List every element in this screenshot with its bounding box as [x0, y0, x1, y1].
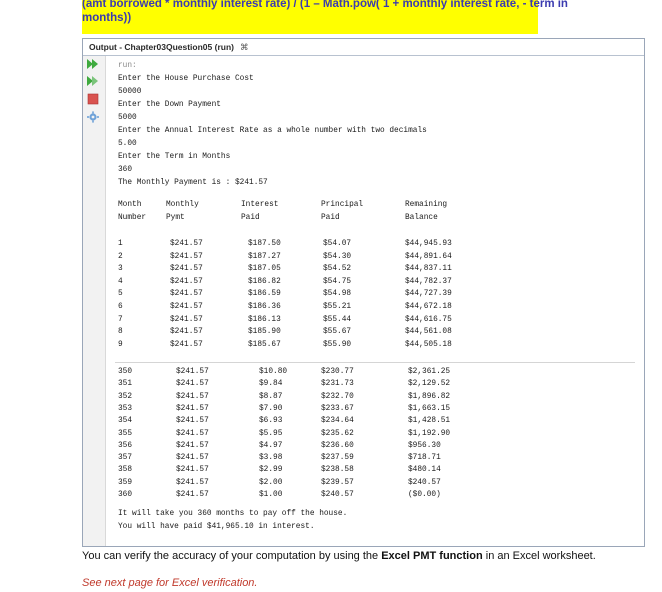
table-cell: $231.73 [321, 380, 354, 389]
table-cell: $9.84 [259, 380, 283, 389]
table-cell: $956.30 [408, 441, 441, 450]
table-cell: $186.36 [248, 303, 281, 311]
table-cell: $2,361.25 [408, 368, 451, 376]
table-cell: $8.87 [259, 392, 283, 401]
table-cell: $44,672.18 [405, 303, 452, 311]
column-header: Number [118, 214, 147, 222]
table-cell: $44,561.08 [405, 328, 452, 337]
table-cell: 1 [118, 240, 123, 248]
table-cell: 8 [118, 328, 123, 337]
table-cell: $44,505.18 [405, 340, 452, 349]
table-cell: $54.07 [323, 240, 352, 248]
table-cell: 353 [118, 404, 133, 413]
console-line: 50000 [118, 88, 142, 96]
table-cell: $2.00 [259, 478, 283, 487]
table-cell: $186.82 [248, 277, 281, 286]
table-cell: $1,192.90 [408, 429, 451, 438]
console-line: Enter the House Purchase Cost [118, 75, 254, 83]
output-window [82, 38, 645, 547]
column-header: Balance [405, 214, 438, 222]
table-cell: $241.57 [176, 368, 209, 376]
formula-highlight [82, 0, 568, 34]
column-header: Remaining [405, 201, 448, 209]
table-cell: $236.60 [321, 441, 354, 450]
table-cell: 351 [118, 380, 133, 389]
table-cell: $187.50 [248, 240, 281, 248]
table-cell: 4 [118, 277, 123, 286]
table-cell: $241.57 [176, 454, 209, 463]
table-cell: $230.77 [321, 368, 354, 376]
console-line: Enter the Down Payment [118, 101, 221, 109]
table-cell: 354 [118, 417, 133, 426]
table-cell: $1,428.51 [408, 417, 451, 426]
table-cell: $2.99 [259, 466, 283, 475]
table-cell: $241.57 [170, 328, 203, 337]
table-cell: $187.05 [248, 265, 281, 274]
table-cell: $54.98 [323, 290, 352, 299]
table-cell: 5 [118, 290, 123, 299]
table-cell: $54.30 [323, 252, 352, 261]
table-divider [115, 362, 635, 363]
table-cell: $44,945.93 [405, 240, 452, 248]
paragraph-bold: Excel PMT function [381, 550, 483, 562]
verification-paragraph [82, 550, 596, 562]
table-cell: 359 [118, 478, 133, 487]
table-cell: $241.57 [176, 466, 209, 475]
table-cell: $44,891.64 [405, 252, 452, 261]
console-line: 5.00 [118, 140, 137, 148]
table-cell: $237.59 [321, 454, 354, 463]
formula-line-2: months)) [82, 12, 132, 24]
table-cell: $186.13 [248, 315, 281, 324]
table-cell: $2,129.52 [408, 380, 451, 389]
table-cell: 6 [118, 303, 123, 311]
table-cell: $185.67 [248, 340, 281, 349]
table-cell: $241.57 [176, 491, 209, 499]
table-cell: 356 [118, 441, 133, 450]
rerun-with-params-icon[interactable] [86, 75, 100, 87]
output-tab[interactable] [85, 40, 254, 54]
table-cell: $240.57 [321, 491, 354, 499]
column-header: Paid [321, 214, 340, 222]
table-cell: $55.44 [323, 315, 352, 324]
table-cell: $240.57 [408, 478, 441, 487]
table-cell: $241.57 [176, 441, 209, 450]
table-cell: $241.57 [170, 340, 203, 349]
output-toolbar [83, 56, 106, 546]
table-cell: $54.52 [323, 265, 352, 274]
table-cell: $241.57 [176, 392, 209, 401]
paragraph-text: You can verify the accuracy of your computation by using the [82, 550, 382, 562]
stop-icon[interactable] [86, 93, 100, 105]
output-tab-title: Output - Chapter03Question05 (run) [89, 42, 234, 52]
table-cell: 358 [118, 466, 133, 475]
table-cell: $1,896.82 [408, 392, 451, 401]
table-cell: 350 [118, 368, 133, 376]
see-next-page-note: See next page for Excel verification. [82, 577, 258, 589]
column-header: Pymt [166, 214, 185, 222]
table-cell: 355 [118, 429, 133, 438]
table-cell: $7.90 [259, 404, 283, 413]
table-cell: $232.70 [321, 392, 354, 401]
table-cell: 7 [118, 315, 123, 324]
table-cell: $186.59 [248, 290, 281, 299]
table-cell: $3.98 [259, 454, 283, 463]
table-cell: $718.71 [408, 454, 441, 463]
table-cell: $241.57 [170, 303, 203, 311]
table-cell: $241.57 [170, 290, 203, 299]
formula-line-1: (amt borrowed * monthly interest rate) / (1 – Math.pow( 1 + monthly interest rate, - term in [82, 0, 568, 10]
table-cell: $44,727.39 [405, 290, 452, 299]
table-cell: $5.95 [259, 429, 283, 438]
table-cell: $1.00 [259, 491, 283, 499]
table-cell: $185.90 [248, 328, 281, 337]
table-cell: 357 [118, 454, 133, 463]
close-tab-icon[interactable]: ⌘ [239, 42, 249, 52]
column-header: Paid [241, 214, 260, 222]
table-cell: $241.57 [176, 404, 209, 413]
table-cell: $480.14 [408, 466, 441, 475]
column-header: Month [118, 201, 142, 209]
table-cell: $55.90 [323, 340, 352, 349]
column-header: Principal [321, 201, 364, 209]
table-cell: $44,782.37 [405, 277, 452, 286]
console-line: The Monthly Payment is : $241.57 [118, 179, 268, 187]
console-line: run: [118, 62, 137, 70]
table-cell: $234.64 [321, 417, 354, 426]
column-header: Monthly [166, 201, 199, 209]
table-cell: 360 [118, 491, 133, 499]
table-cell: ($0.00) [408, 491, 441, 499]
table-cell: $55.21 [323, 303, 352, 311]
table-cell: $239.57 [321, 478, 354, 487]
table-cell: $241.57 [170, 277, 203, 286]
table-cell: $241.57 [170, 252, 203, 261]
table-cell: $241.57 [176, 478, 209, 487]
table-cell: $187.27 [248, 252, 281, 261]
table-cell: 352 [118, 392, 133, 401]
table-cell: $54.75 [323, 277, 352, 286]
table-cell: $241.57 [176, 380, 209, 389]
settings-icon[interactable] [86, 111, 100, 123]
console-line: 360 [118, 166, 133, 174]
table-cell: $241.57 [176, 417, 209, 426]
console-line: You will have paid $41,965.10 in interest. [118, 523, 315, 531]
table-cell: $4.97 [259, 441, 283, 450]
table-cell: $241.57 [170, 315, 203, 324]
table-cell: $241.57 [170, 265, 203, 274]
table-cell: $55.67 [323, 328, 352, 337]
console-line: Enter the Term in Months [118, 153, 231, 161]
console-line: Enter the Annual Interest Rate as a whole number with two decimals [118, 127, 427, 135]
table-cell: $241.57 [176, 429, 209, 438]
table-cell: 3 [118, 265, 123, 274]
table-cell: $44,616.75 [405, 315, 452, 324]
table-cell: $241.57 [170, 240, 203, 248]
table-cell: 9 [118, 340, 123, 349]
table-cell: $44,837.11 [405, 265, 452, 274]
console-line: It will take you 360 months to pay off the house. [118, 510, 348, 518]
paragraph-text: in an Excel worksheet. [482, 550, 596, 562]
console-line: 5000 [118, 114, 137, 122]
table-cell: $235.62 [321, 429, 354, 438]
table-cell: $10.80 [259, 368, 288, 376]
table-cell: $1,663.15 [408, 404, 451, 413]
table-cell: $6.93 [259, 417, 283, 426]
table-cell: 2 [118, 252, 123, 261]
column-header: Interest [241, 201, 279, 209]
console-output [109, 56, 639, 546]
rerun-icon[interactable] [86, 58, 100, 70]
table-cell: $238.58 [321, 466, 354, 475]
table-cell: $233.67 [321, 404, 354, 413]
output-tabbar [83, 39, 644, 56]
